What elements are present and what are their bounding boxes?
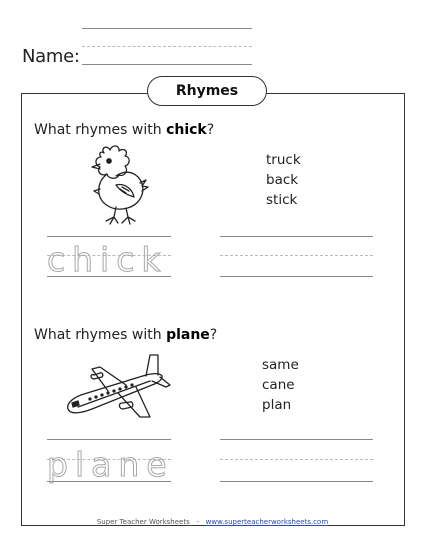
answer-2-field[interactable] — [220, 481, 373, 482]
airplane-icon — [64, 351, 172, 427]
footer-brand: Super Teacher Worksheets — [96, 518, 190, 526]
question-1-choice-3: stick — [266, 192, 298, 208]
trace-2-top-line — [47, 439, 171, 440]
name-label: Name: — [22, 46, 80, 67]
question-1-choice-1: truck — [266, 152, 301, 168]
footer — [0, 518, 425, 526]
answer-2-midline — [220, 459, 373, 460]
question-2 — [34, 327, 217, 343]
name-top-line — [82, 28, 252, 29]
question-1-choice-2: back — [266, 172, 299, 188]
question-1-prefix: What rhymes with — [34, 122, 167, 138]
name-field[interactable] — [82, 64, 252, 65]
worksheet-title: Rhymes — [147, 76, 267, 106]
question-1-word: chick — [166, 122, 207, 138]
trace-1-word: chick — [47, 240, 168, 279]
trace-2-word: plane — [47, 445, 174, 484]
name-midline — [82, 46, 252, 47]
question-2-choice-3: plan — [262, 397, 292, 413]
question-1-suffix: ? — [206, 122, 215, 138]
chick-icon — [80, 143, 155, 228]
trace-1-top-line — [47, 236, 171, 237]
footer-separator: - — [196, 518, 199, 526]
question-2-choice-2: cane — [262, 377, 295, 393]
answer-2-top-line — [220, 439, 373, 440]
footer-url-link[interactable]: www.superteacherworksheets.com — [205, 518, 329, 526]
answer-1-midline — [220, 255, 373, 256]
question-2-suffix: ? — [209, 327, 218, 343]
answer-1-top-line — [220, 236, 373, 237]
question-2-prefix: What rhymes with — [34, 327, 167, 343]
question-2-choice-1: same — [262, 357, 299, 373]
question-1 — [34, 122, 214, 138]
question-2-word: plane — [166, 327, 210, 343]
answer-1-field[interactable] — [220, 276, 373, 277]
